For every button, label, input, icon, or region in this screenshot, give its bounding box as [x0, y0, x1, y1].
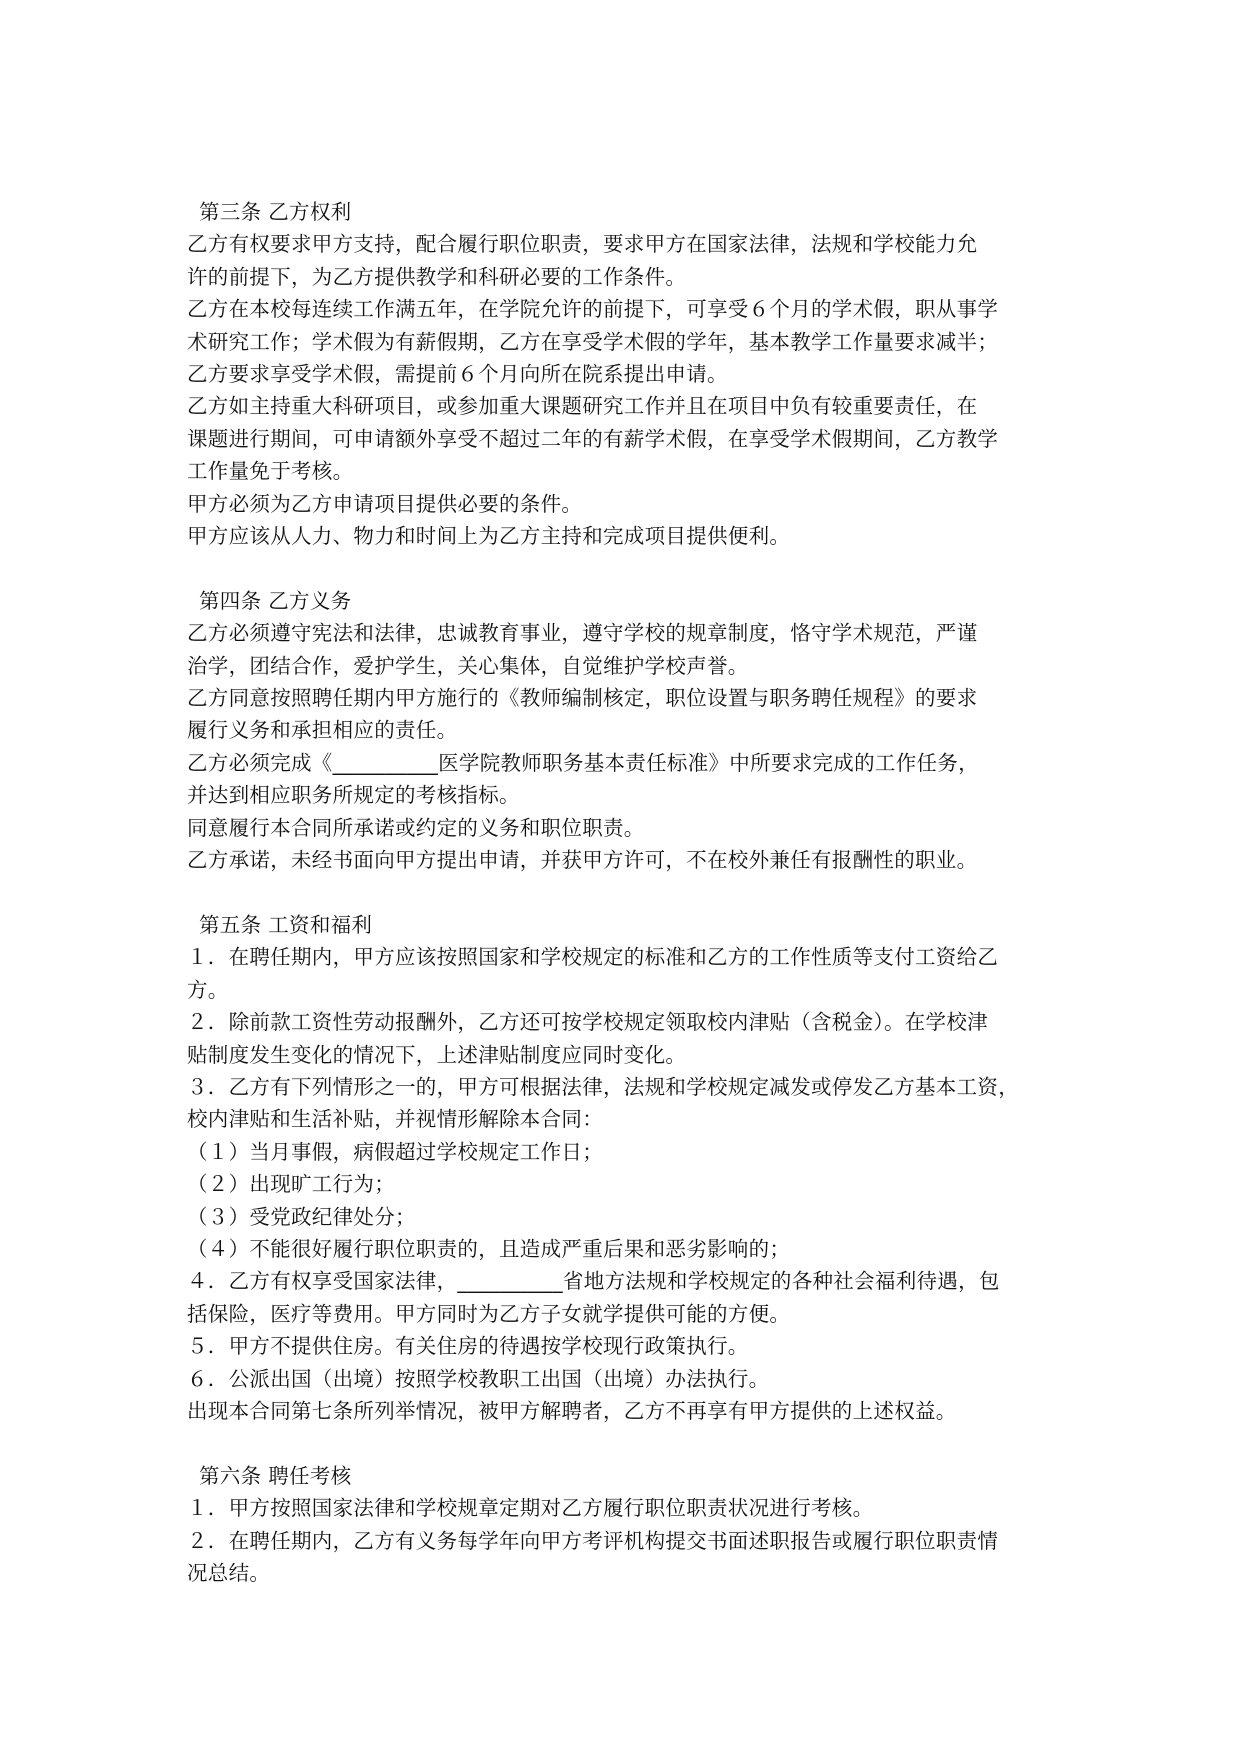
text-line: 术研究工作；学术假为有薪假期，乙方在享受学术假的学年，基本教学工作量要求减半； [187, 329, 999, 354]
text-line: 甲方应该从人力、物力和时间上为乙方主持和完成项目提供便利。 [187, 524, 791, 549]
text-line: １．在聘任期内，甲方应该按照国家和学校规定的标准和乙方的工作性质等支付工资给乙 [187, 945, 999, 970]
text-line: ４．乙方有权享受国家法律，__________省地方法规和学校规定的各种社会福利待遇，包 [187, 1269, 1000, 1294]
text-line: ６．公派出国（出境）按照学校教职工出国（出境）办法执行。 [187, 1366, 770, 1391]
document-page [187, 196, 1067, 1589]
text-line: 甲方必须为乙方申请项目提供必要的条件。 [187, 491, 583, 516]
text-line: 同意履行本合同所承诺或约定的义务和职位职责。 [187, 815, 645, 840]
section-spacer [187, 552, 1067, 584]
text-line: 履行义务和承担相应的责任。 [187, 718, 458, 743]
text-line: （１）当月事假，病假超过学校规定工作日； [187, 1139, 603, 1164]
text-line: 乙方必须遵守宪法和法律，忠诚教育事业，遵守学校的规章制度，恪守学术规范，严谨 [187, 621, 978, 646]
text-line: 括保险，医疗等费用。甲方同时为乙方子女就学提供可能的方便。 [187, 1301, 791, 1326]
section-article-4 [187, 585, 1067, 877]
text-line: ５．甲方不提供住房。有关住房的待遇按学校现行政策执行。 [187, 1334, 749, 1359]
text-line: 方。 [187, 977, 229, 1002]
text-line: 况总结。 [187, 1561, 271, 1586]
section-article-3 [187, 196, 1067, 552]
text-line: ３．乙方有下列情形之一的，甲方可根据法律，法规和学校规定减发或停发乙方基本工资， [187, 1074, 1019, 1099]
text-line: ２．除前款工资性劳动报酬外，乙方还可按学校规定领取校内津贴（含税金）。在学校津 [187, 1010, 988, 1035]
text-line: ２．在聘任期内，乙方有义务每学年向甲方考评机构提交书面述职报告或履行职位职责情 [187, 1528, 999, 1553]
section-heading: 第五条 工资和福利 [199, 912, 373, 937]
text-line: 乙方有权要求甲方支持，配合履行职位职责，要求甲方在国家法律，法规和学校能力允 [187, 232, 978, 257]
text-line: 乙方必须完成《__________医学院教师职务基本责任标准》中所要求完成的工作任务， [187, 750, 979, 775]
text-line: 课题进行期间，可申请额外享受不超过二年的有薪学术假，在享受学术假期间，乙方教学 [187, 426, 999, 451]
text-line: （２）出现旷工行为； [187, 1172, 395, 1197]
text-line: 乙方如主持重大科研项目，或参加重大课题研究工作并且在项目中负有较重要责任，在 [187, 394, 978, 419]
section-spacer [187, 1427, 1067, 1459]
text-line: （４）不能很好履行职位职责的，且造成严重后果和恶劣影响的； [187, 1236, 791, 1261]
text-line: （３）受党政纪律处分； [187, 1204, 416, 1229]
text-line: 出现本合同第七条所列举情况，被甲方解聘者，乙方不再享有甲方提供的上述权益。 [187, 1399, 957, 1423]
text-line: 乙方同意按照聘任期内甲方施行的《教师编制核定，职位设置与职务聘任规程》的要求 [187, 686, 978, 711]
text-line: 工作量免于考核。 [187, 459, 354, 484]
text-line: 乙方承诺，未经书面向甲方提出申请，并获甲方许可，不在校外兼任有报酬性的职业。 [187, 848, 978, 873]
section-heading: 第六条 聘任考核 [199, 1463, 352, 1488]
section-article-6 [187, 1460, 1067, 1590]
text-line: 贴制度发生变化的情况下，上述津贴制度应同时变化。 [187, 1042, 687, 1067]
text-line: 乙方在本校每连续工作满五年，在学院允许的前提下，可享受６个月的学术假，职从事学 [187, 297, 999, 322]
section-article-5 [187, 909, 1067, 1428]
text-line: 并达到相应职务所规定的考核指标。 [187, 783, 520, 808]
section-heading: 第四条 乙方义务 [199, 588, 352, 613]
text-line: 校内津贴和生活补贴，并视情形解除本合同： [187, 1107, 603, 1132]
section-spacer [187, 877, 1067, 909]
section-heading: 第三条 乙方权利 [199, 200, 352, 224]
text-line: １．甲方按照国家法律和学校规章定期对乙方履行职位职责状况进行考核。 [187, 1496, 874, 1521]
text-line: 治学，团结合作，爱护学生，关心集体，自觉维护学校声誉。 [187, 653, 749, 678]
text-line: 许的前提下，为乙方提供教学和科研必要的工作条件。 [187, 264, 687, 289]
text-line: 乙方要求享受学术假，需提前６个月向所在院系提出申请。 [187, 362, 728, 387]
